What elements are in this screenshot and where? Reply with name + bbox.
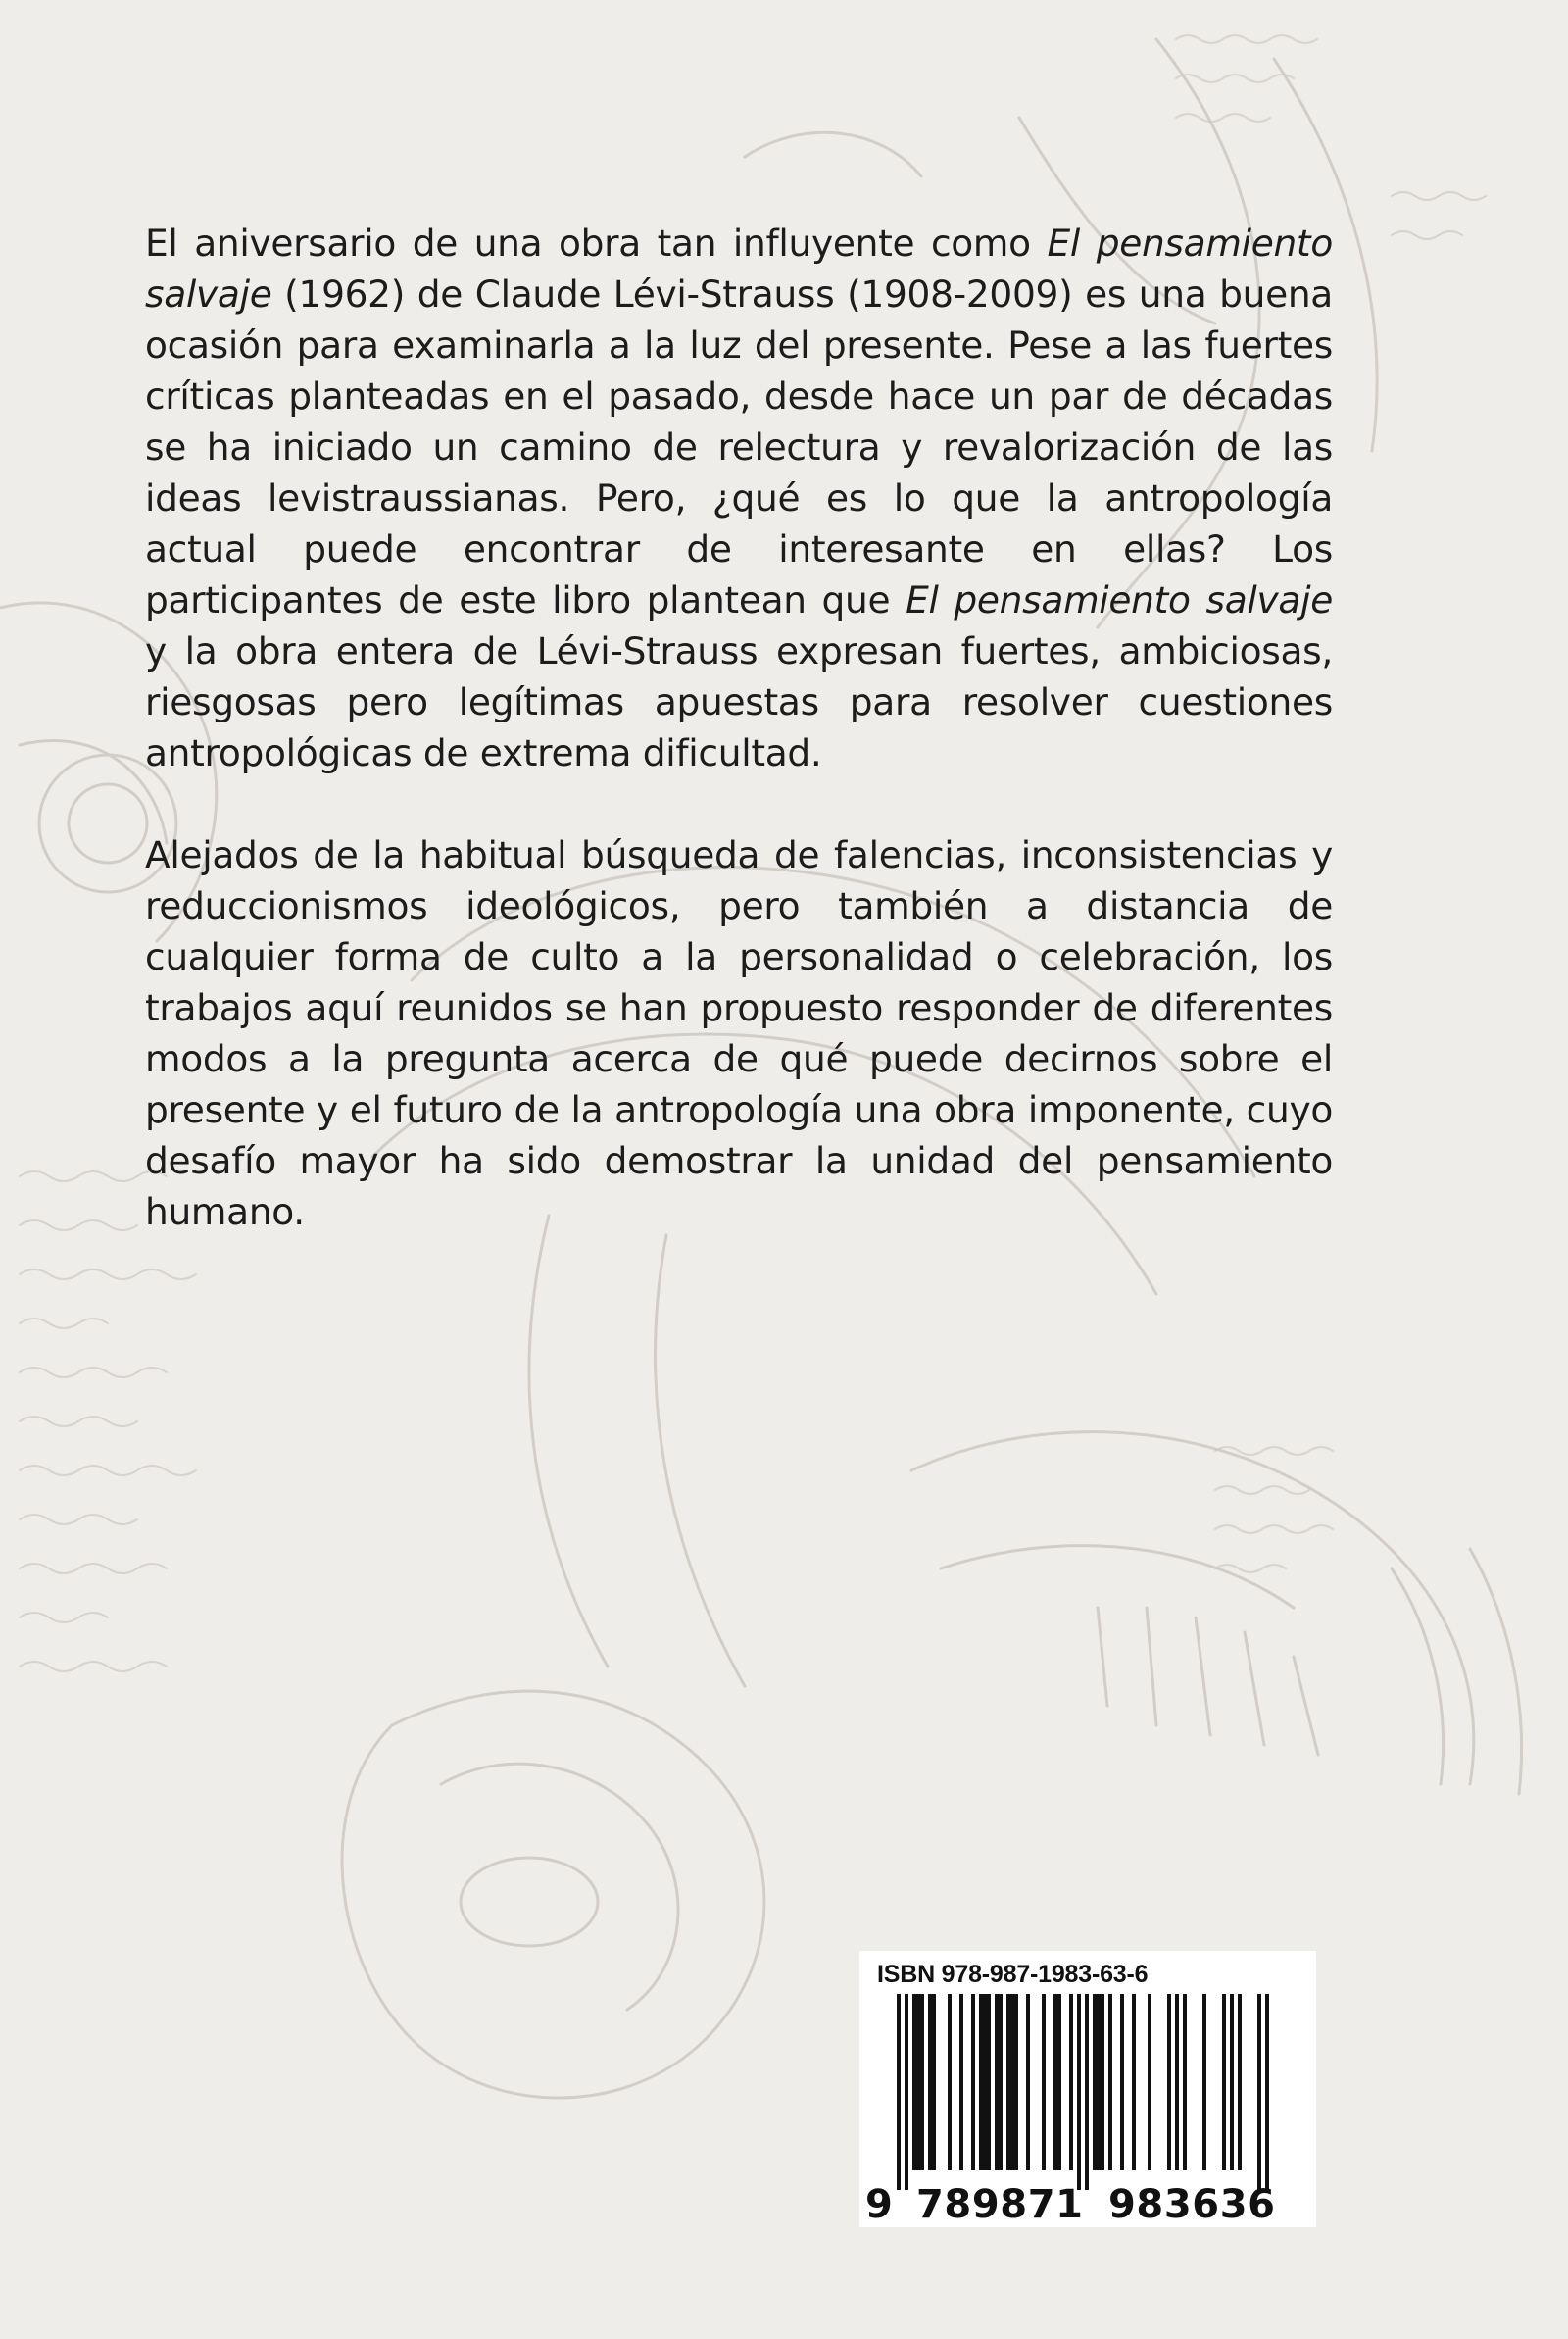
barcode-bar — [1069, 1994, 1073, 2170]
barcode-digit-prefix: 9 — [865, 2182, 893, 2227]
barcode-bar — [932, 1994, 936, 2170]
barcode-bar — [1101, 1994, 1104, 2170]
barcode-guard-bar — [1265, 1994, 1269, 2190]
barcode-digits-left: 789871 — [916, 2182, 1083, 2227]
barcode-bar — [1120, 1994, 1124, 2170]
barcode-bar — [1175, 1994, 1179, 2170]
barcode-bar — [995, 1994, 999, 2170]
barcode-guard-bar — [1077, 1994, 1081, 2190]
isbn-label: ISBN 978-987-1983-63-6 — [877, 1961, 1149, 1988]
paragraph-1: El aniversario de una obra tan influyente como El pensamiento salvaje (1962) de Claude Lévi-Strauss (1908-2009) es una buena ocasión para examinarla a la luz del presente. Pese a las fuertes críticas planteadas en el pasado, desde hace un par de décadas se ha iniciado un camino de relectura y revalorización de las ideas levistraussianas. Pero, ¿qué es lo que la antropología actual puede encontrar de interesante en ellas? Los participantes de este libro plantean que El pensamiento salvaje y la obra entera de Lévi-Strauss expresan fuertes, ambiciosas, riesgosas pero legítimas apuestas para resolver cuestiones antropológicas de extrema dificultad. — [145, 222, 1333, 774]
barcode-bar — [1057, 1994, 1061, 2170]
barcode-bar — [1006, 1994, 1010, 2170]
barcode-guard-bar — [1085, 1994, 1089, 2190]
barcode-bar — [999, 1994, 1003, 2170]
barcode-bar — [916, 1994, 920, 2170]
barcode-bar — [948, 1994, 952, 2170]
barcode-bar — [983, 1994, 987, 2170]
book-title-italic: El pensamiento salvaje — [145, 222, 1333, 316]
barcode-bar — [1167, 1994, 1171, 2170]
barcode-bar — [1132, 1994, 1136, 2170]
barcode-bar — [1026, 1994, 1030, 2170]
barcode-bar — [1222, 1994, 1226, 2170]
barcode-bar — [1093, 1994, 1097, 2170]
isbn-barcode — [859, 1951, 1316, 2227]
barcode-guard-bar — [1257, 1994, 1261, 2190]
barcode-bar — [1148, 1994, 1152, 2170]
barcode-bar — [1014, 1994, 1018, 2170]
barcode-bar — [1054, 1994, 1057, 2170]
barcode-bar — [928, 1994, 932, 2170]
barcode-bar — [971, 1994, 975, 2170]
barcode-graphic — [859, 1990, 1316, 2227]
barcode-bar — [1097, 1994, 1101, 2170]
barcode-bars — [897, 1994, 1269, 2190]
barcode-bar — [912, 1994, 916, 2170]
barcode-bar — [1238, 1994, 1242, 2170]
barcode-bar — [1042, 1994, 1046, 2170]
barcode-digits-right: 983636 — [1108, 2182, 1275, 2227]
barcode-bar — [1230, 1994, 1234, 2170]
barcode-bar — [1202, 1994, 1206, 2170]
barcode-bar — [959, 1994, 963, 2170]
barcode-bar — [1010, 1994, 1014, 2170]
paragraph-2: Alejados de la habitual búsqueda de falencias, inconsistencias y reduccionismos ideológicos, pero también a distancia de cualquier forma de culto a la personalidad o celebración, los trabajos aquí reunidos se han propuesto responder de diferentes modos a la pregunta acerca de qué puede decirnos sobre el presente y el futuro de la antropología una obra imponente, cuyo desafío mayor ha sido demostrar la unidad del pensamiento humano. — [145, 833, 1333, 1233]
barcode-bar — [987, 1994, 991, 2170]
barcode-bar — [979, 1994, 983, 2170]
barcode-guard-bar — [897, 1994, 901, 2190]
back-cover-text — [145, 218, 1333, 1237]
book-title-italic: El pensamiento salvaje — [906, 578, 1333, 622]
barcode-bar — [1183, 1994, 1187, 2170]
barcode-bar — [920, 1994, 924, 2170]
barcode-guard-bar — [905, 1994, 908, 2190]
barcode-bar — [1108, 1994, 1112, 2170]
